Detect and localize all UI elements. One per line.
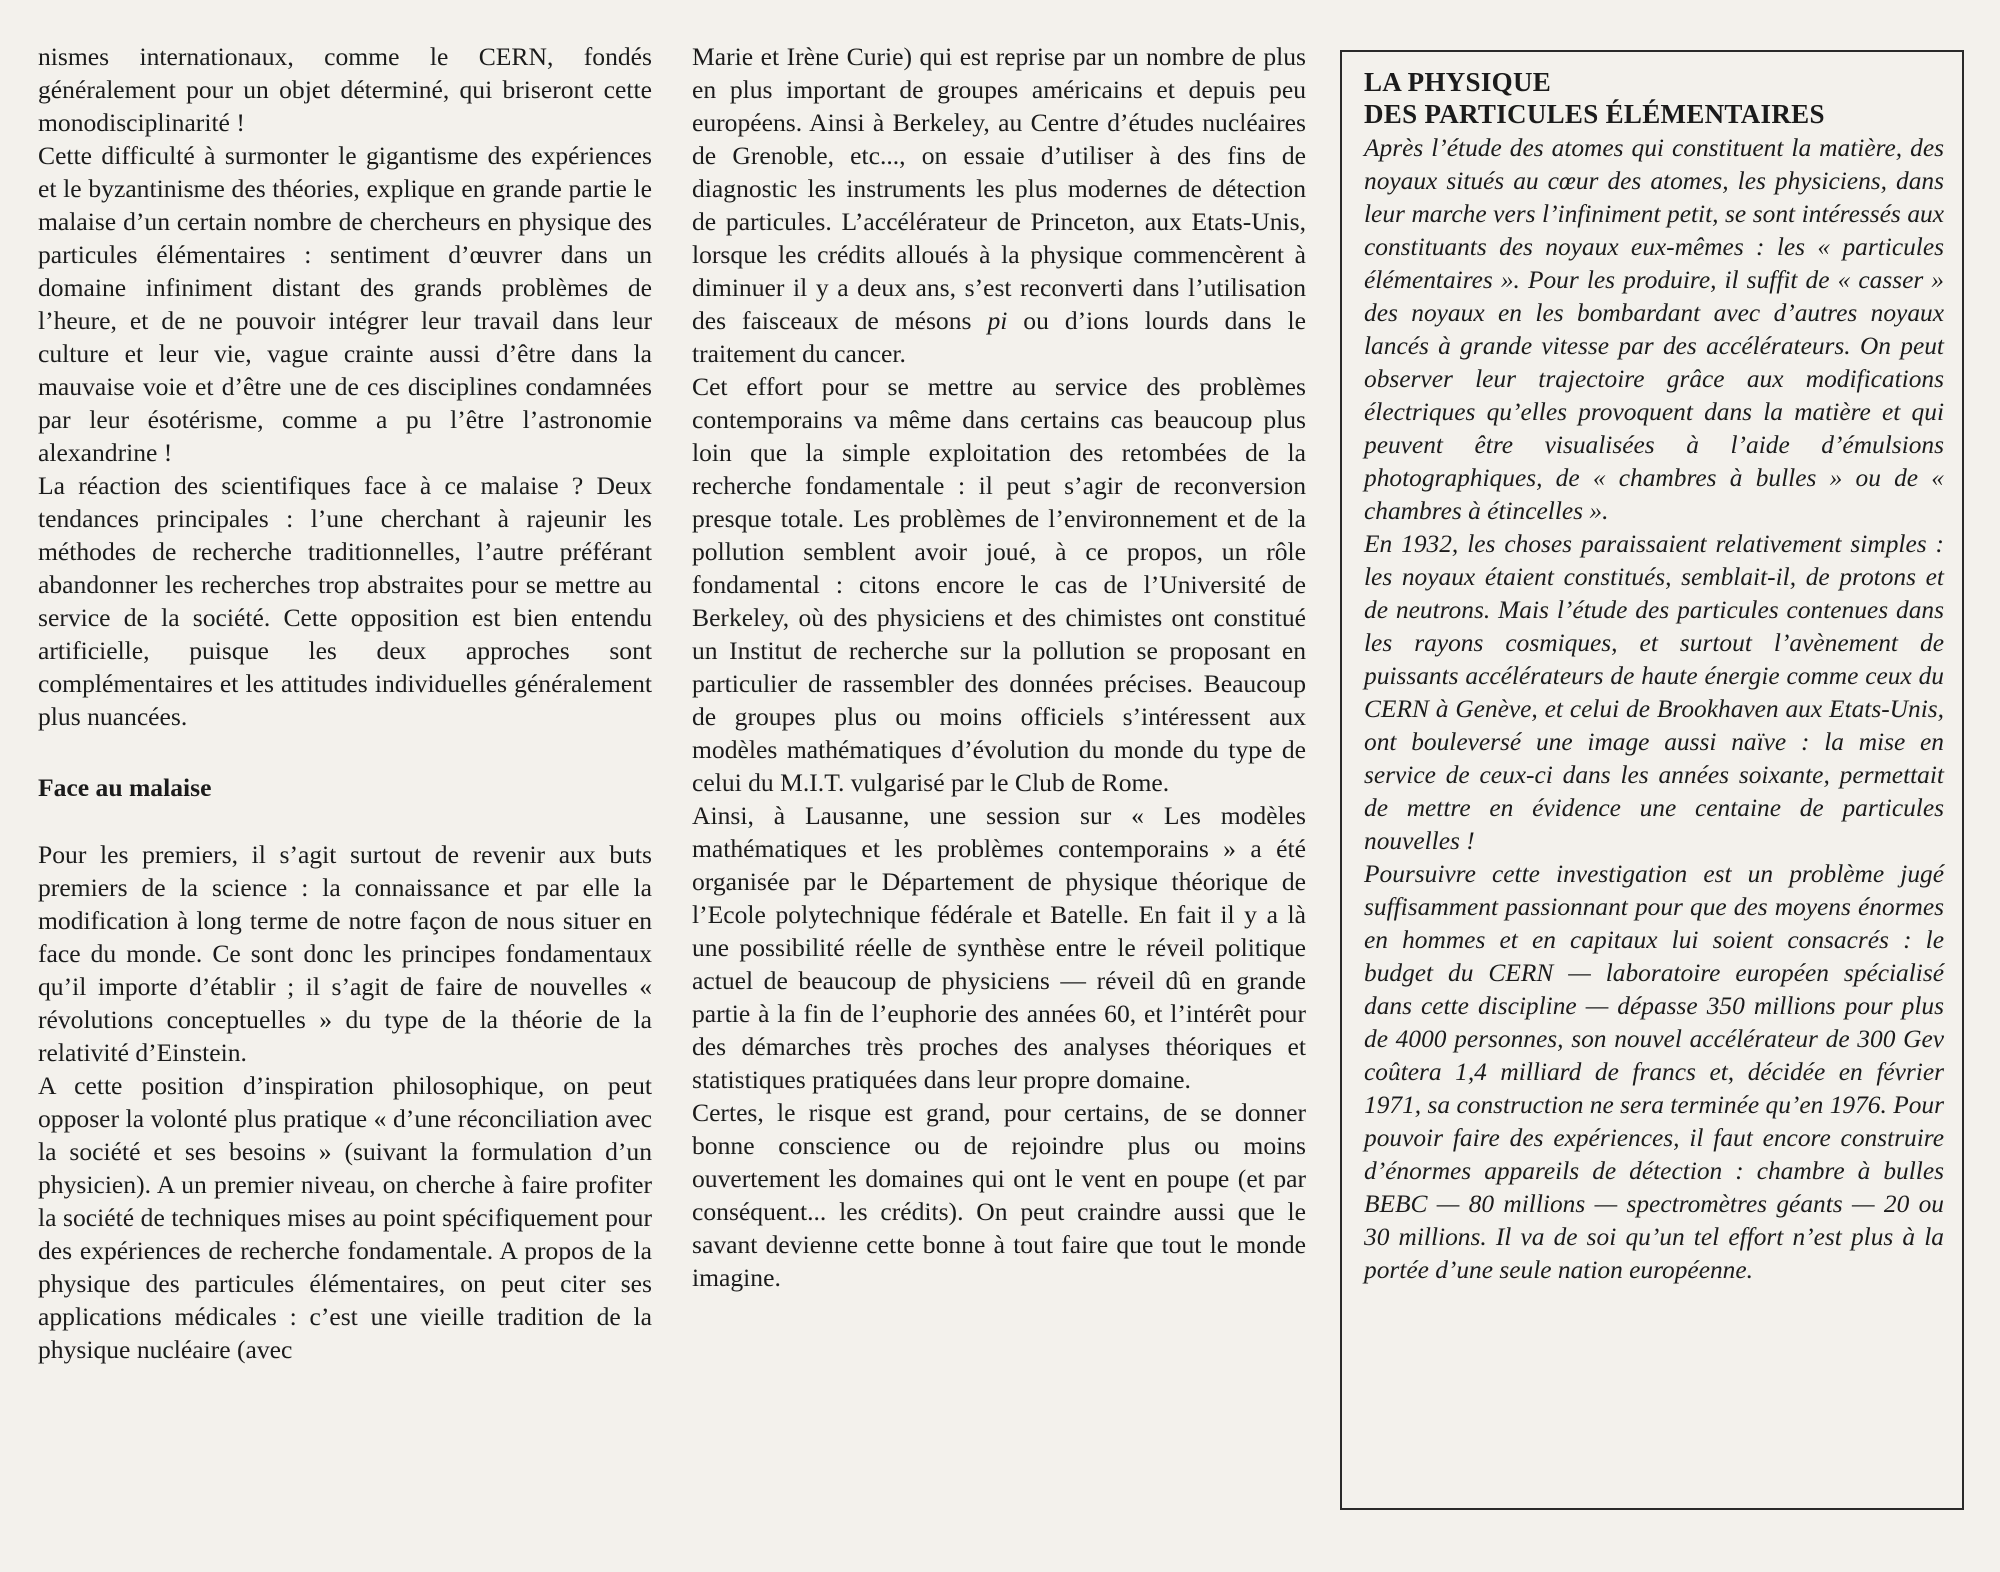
- sidebar-title-line: DES PARTICULES ÉLÉMENTAIRES: [1364, 99, 1825, 129]
- paragraph-text: Marie et Irène Curie) qui est reprise par un nombre de plus en plus important de groupes américains et depuis peu européens. Ainsi à Berkeley, au Centre d’études nucléaires de Grenoble, etc..., on essaie d’utiliser à des fins de diagnostic les instruments les plus modernes de détection de particules. L’accélérateur de Princeton, aux Etats-Unis, lorsque les crédits alloués à la physique commencèrent à diminuer il y a deux ans, s’est reconverti dans l’utilisation des faisceaux de mésons: [692, 42, 1306, 335]
- paragraph-text: ou d’ions lourds dans le traitement du cancer.: [692, 306, 1306, 368]
- paragraph: Ainsi, à Lausanne, une session sur « Les modèles mathématiques et les problèmes contemporains » a été organisée par le Département de physique théorique de l’Ecole polytechnique fédérale et Batelle. En fait il y a là une possibilité réelle de synthèse entre le réveil politique actuel de beaucoup de physiciens — réveil dû en grande partie à la fin de l’euphorie des années 60, et l’intérêt pour des démarches très proches des analyses théoriques et statistiques pratiquées dans leur propre domaine.: [692, 801, 1306, 1094]
- paragraph: [692, 40, 1306, 370]
- sidebar-paragraph: Poursuivre cette investigation est un problème jugé suffisamment passionnant pour que des moyens énormes en hommes et en capitaux lui soient consacrés : le budget du CERN — laboratoire européen spécialisé dans cette discipline — dépasse 350 millions pour plus de 4000 personnes, son nouvel accélérateur de 300 Gev coûtera 1,4 milliard de francs et, décidée en février 1971, sa construction ne sera terminée qu’en 1976. Pour pouvoir faire des expériences, il faut encore construire d’énormes appareils de détection : chambre à bulles BEBC — 80 millions — spectromètres géants — 20 ou 30 millions. Il va de soi qu’un tel effort n’est plus à la portée d’une seule nation européenne.: [1364, 860, 1944, 1284]
- sidebar-paragraph: En 1932, les choses paraissaient relativement simples : les noyaux étaient constitués, semblait-il, de protons et de neutrons. Mais l’étude des particules contenues dans les rayons cosmiques, et surtout l’avènement de puissants accélérateurs de haute énergie comme ceux du CERN à Genève, et celui de Brookhaven aux Etats-Unis, ont bouleversé une image aussi naïve : la mise en service de ceux-ci dans les années soixante, permettait de mettre en évidence une centaine de particules nouvelles !: [1364, 530, 1944, 855]
- italic-term: pi: [987, 306, 1008, 335]
- sidebar-title-line: LA PHYSIQUE: [1364, 67, 1552, 97]
- paragraph: Pour les premiers, il s’agit surtout de revenir aux buts premiers de la science : la connaissance et par elle la modification à long terme de notre façon de nous situer en face du monde. Ce sont donc les principes fondamentaux qu’il importe d’établir ; il s’agit de faire de nouvelles « révolutions conceptuelles » du type de la théorie de la relativité d’Einstein.: [38, 840, 652, 1067]
- sidebar-paragraph: Après l’étude des atomes qui constituent la matière, des noyaux situés au cœur des atomes, les physiciens, dans leur marche vers l’infiniment petit, se sont intéressés aux constituants des noyaux eux-mêmes : les « particules élémentaires ». Pour les produire, il suffit de « casser » des noyaux en les bombardant avec d’autres noyaux lancés à grande vitesse par des accélérateurs. On peut observer leur trajectoire grâce aux modifications électriques qu’elles provoquent dans la matière et qui peuvent être visualisées à l’aide d’émulsions photographiques, de « chambres à bulles » ou de « chambres à étincelles ».: [1364, 134, 1944, 525]
- paragraph: Cet effort pour se mettre au service des problèmes contemporains va même dans certains cas beaucoup plus loin que la simple exploitation des retombées de la recherche fondamentale : il peut s’agir de reconversion presque totale. Les problèmes de l’environnement et de la pollution semblent avoir joué, à ce propos, un rôle fondamental : citons encore le cas de l’Université de Berkeley, où des physiciens et des chimistes ont constitué un Institut de recherche sur la pollution se proposant en particulier de rassembler des données précises. Beaucoup de groupes plus ou moins officiels s’intéressent aux modèles mathématiques d’évolution du monde du type de celui du M.I.T. vulgarisé par le Club de Rome.: [692, 372, 1306, 797]
- paragraph: La réaction des scientifiques face à ce malaise ? Deux tendances principales : l’une cherchant à rajeunir les méthodes de recherche traditionnelles, l’autre préférant abandonner les recherches trop abstraites pour se mettre au service de la société. Cette opposition est bien entendu artificielle, puisque les deux approches sont complémentaires et les attitudes individuelles généralement plus nuancées.: [38, 471, 652, 731]
- sidebar-title: [1364, 66, 1944, 130]
- paragraph: Cette difficulté à surmonter le gigantisme des expériences et le byzantinisme des théories, explique en grande partie le malaise d’un certain nombre de chercheurs en physique des particules élémentaires : sentiment d’œuvrer dans un domaine infiniment distant des grands problèmes de l’heure, et de ne pouvoir intégrer leur travail dans leur culture et leur vie, vague crainte aussi d’être dans la mauvaise voie et d’être une de ces disciplines condamnées par leur ésotérisme, comme a pu l’être l’astronomie alexandrine !: [38, 141, 652, 467]
- section-heading: Face au malaise: [38, 773, 212, 802]
- paragraph: A cette position d’inspiration philosophique, on peut opposer la volonté plus pratique « d’une réconciliation avec la société et ses besoins » (suivant la formulation d’un physicien). A un premier niveau, on cherche à faire profiter la société de techniques mises au point spécifiquement pour des expériences de recherche fondamentale. A propos de la physique des particules élémentaires, on peut citer ses applications médicales : c’est une vieille tradition de la physique nucléaire (avec: [38, 1071, 652, 1364]
- paragraph: Certes, le risque est grand, pour certains, de se donner bonne conscience ou de rejoindre plus ou moins ouvertement les domaines qui ont le vent en poupe (et par conséquent... les crédits). On peut craindre aussi que le savant devienne cette bonne à tout faire que tout le monde imagine.: [692, 1098, 1306, 1292]
- sidebar-box: [1340, 50, 1964, 1510]
- paragraph: nismes internationaux, comme le CERN, fondés généralement pour un objet déterminé, qui briseront cette monodisciplinarité !: [38, 42, 652, 137]
- article-column-2: [692, 40, 1306, 1294]
- sidebar-body: [1364, 132, 1944, 1287]
- article-column-1: [38, 40, 652, 1366]
